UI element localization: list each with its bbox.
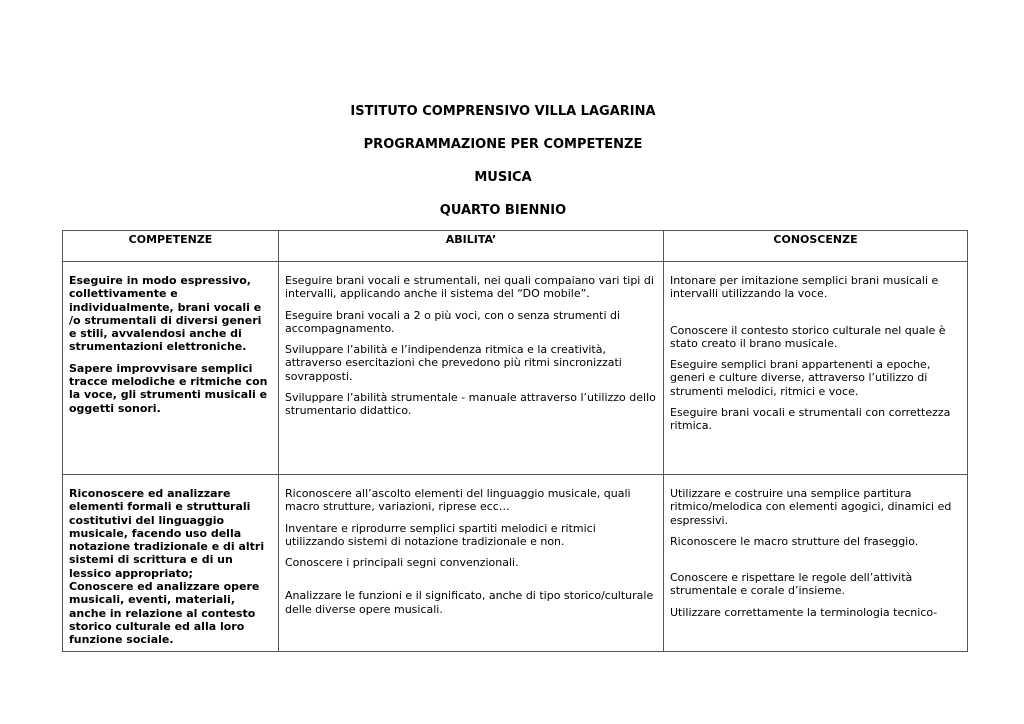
abilita-text: Sviluppare l’abilità e l’indipendenza ritmica e la creatività, attraverso esercitazioni che prevedono più ritmi sincronizzati sovrapposti. (285, 343, 622, 383)
abilita-text: Analizzare le funzioni e il significato, anche di tipo storico/culturale delle diverse opere musicali. (285, 589, 654, 616)
abilita-cell (279, 262, 664, 475)
table-header-row (63, 231, 968, 262)
abilita-cell (279, 475, 664, 652)
competenza-text: Sapere improvvisare semplici tracce melodiche e ritmiche con la voce, gli strumenti musicali e oggetti sonori. (69, 361, 268, 415)
subject-title: MUSICA (474, 170, 532, 185)
conoscenza-text: Utilizzare e costruire una semplice partitura ritmico/melodica con elementi agogici, dinamici ed espressivi. (670, 487, 952, 527)
conoscenza-text: Eseguire semplici brani appartenenti a epoche, generi e culture diverse, attraverso l’utilizzo di strumenti melodici, ritmici e voce. (670, 358, 931, 398)
abilita-text: Sviluppare l’abilità strumentale - manuale attraverso l’utilizzo dello strumentario didattico. (285, 391, 656, 418)
header-abilita: ABILITA’ (279, 231, 664, 262)
conoscenza-text: Intonare per imitazione semplici brani musicali e intervalli utilizzando la voce. (670, 274, 939, 301)
competenza-text: Eseguire in modo espressivo, collettivamente e individualmente, brani vocali e /o strumentali di diversi generi e stili, avvalendosi anche di strumentazioni elettroniche. (69, 274, 262, 354)
table-row (63, 262, 968, 475)
abilita-text: Riconoscere all’ascolto elementi del linguaggio musicale, quali macro strutture, variazioni, riprese ecc… (285, 487, 631, 514)
abilita-text: Eseguire brani vocali a 2 o più voci, con o senza strumenti di accompagnamento. (285, 308, 621, 335)
abilita-text: Eseguire brani vocali e strumentali, nei quali compaiano vari tipi di intervalli, applicando anche il sistema del “DO mobile”. (285, 274, 654, 301)
competenze-cell (63, 475, 279, 652)
table-row (63, 475, 968, 652)
abilita-text: Conoscere i principali segni convenzionali. (285, 556, 519, 570)
document-header (0, 104, 1006, 236)
conoscenza-text: Conoscere il contesto storico culturale nel quale è stato creato il brano musicale. (670, 323, 946, 350)
competence-table (62, 230, 968, 652)
conoscenze-cell (664, 475, 968, 652)
header-conoscenze: CONOSCENZE (664, 231, 968, 262)
conoscenza-text: Conoscere e rispettare le regole dell’attività strumentale e corale d’insieme. (670, 571, 913, 598)
school-title: ISTITUTO COMPRENSIVO VILLA LAGARINA (350, 104, 656, 119)
conoscenza-text: Utilizzare correttamente la terminologia tecnico- (670, 605, 938, 619)
conoscenze-cell (664, 262, 968, 475)
competenza-text: Riconoscere ed analizzare elementi formali e strutturali costitutivi del linguaggio musicale, facendo uso della notazione tradizionale e di altri sistemi di scrittura e di un lessico appropriato; (69, 487, 265, 580)
program-title: PROGRAMMAZIONE PER COMPETENZE (363, 137, 643, 152)
conoscenza-text: Riconoscere le macro strutture del fraseggio. (670, 534, 919, 548)
level-title: QUARTO BIENNIO (439, 203, 567, 218)
abilita-text: Inventare e riprodurre semplici spartiti melodici e ritmici utilizzando sistemi di notazione tradizionale e non. (285, 521, 596, 548)
competenza-text: Conoscere ed analizzare opere musicali, eventi, materiali, anche in relazione al contesto storico culturale ed alla loro funzione sociale. (69, 580, 260, 647)
conoscenza-text: Eseguire brani vocali e strumentali con correttezza ritmica. (670, 406, 951, 433)
header-competenze: COMPETENZE (63, 231, 279, 262)
competenze-cell (63, 262, 279, 475)
